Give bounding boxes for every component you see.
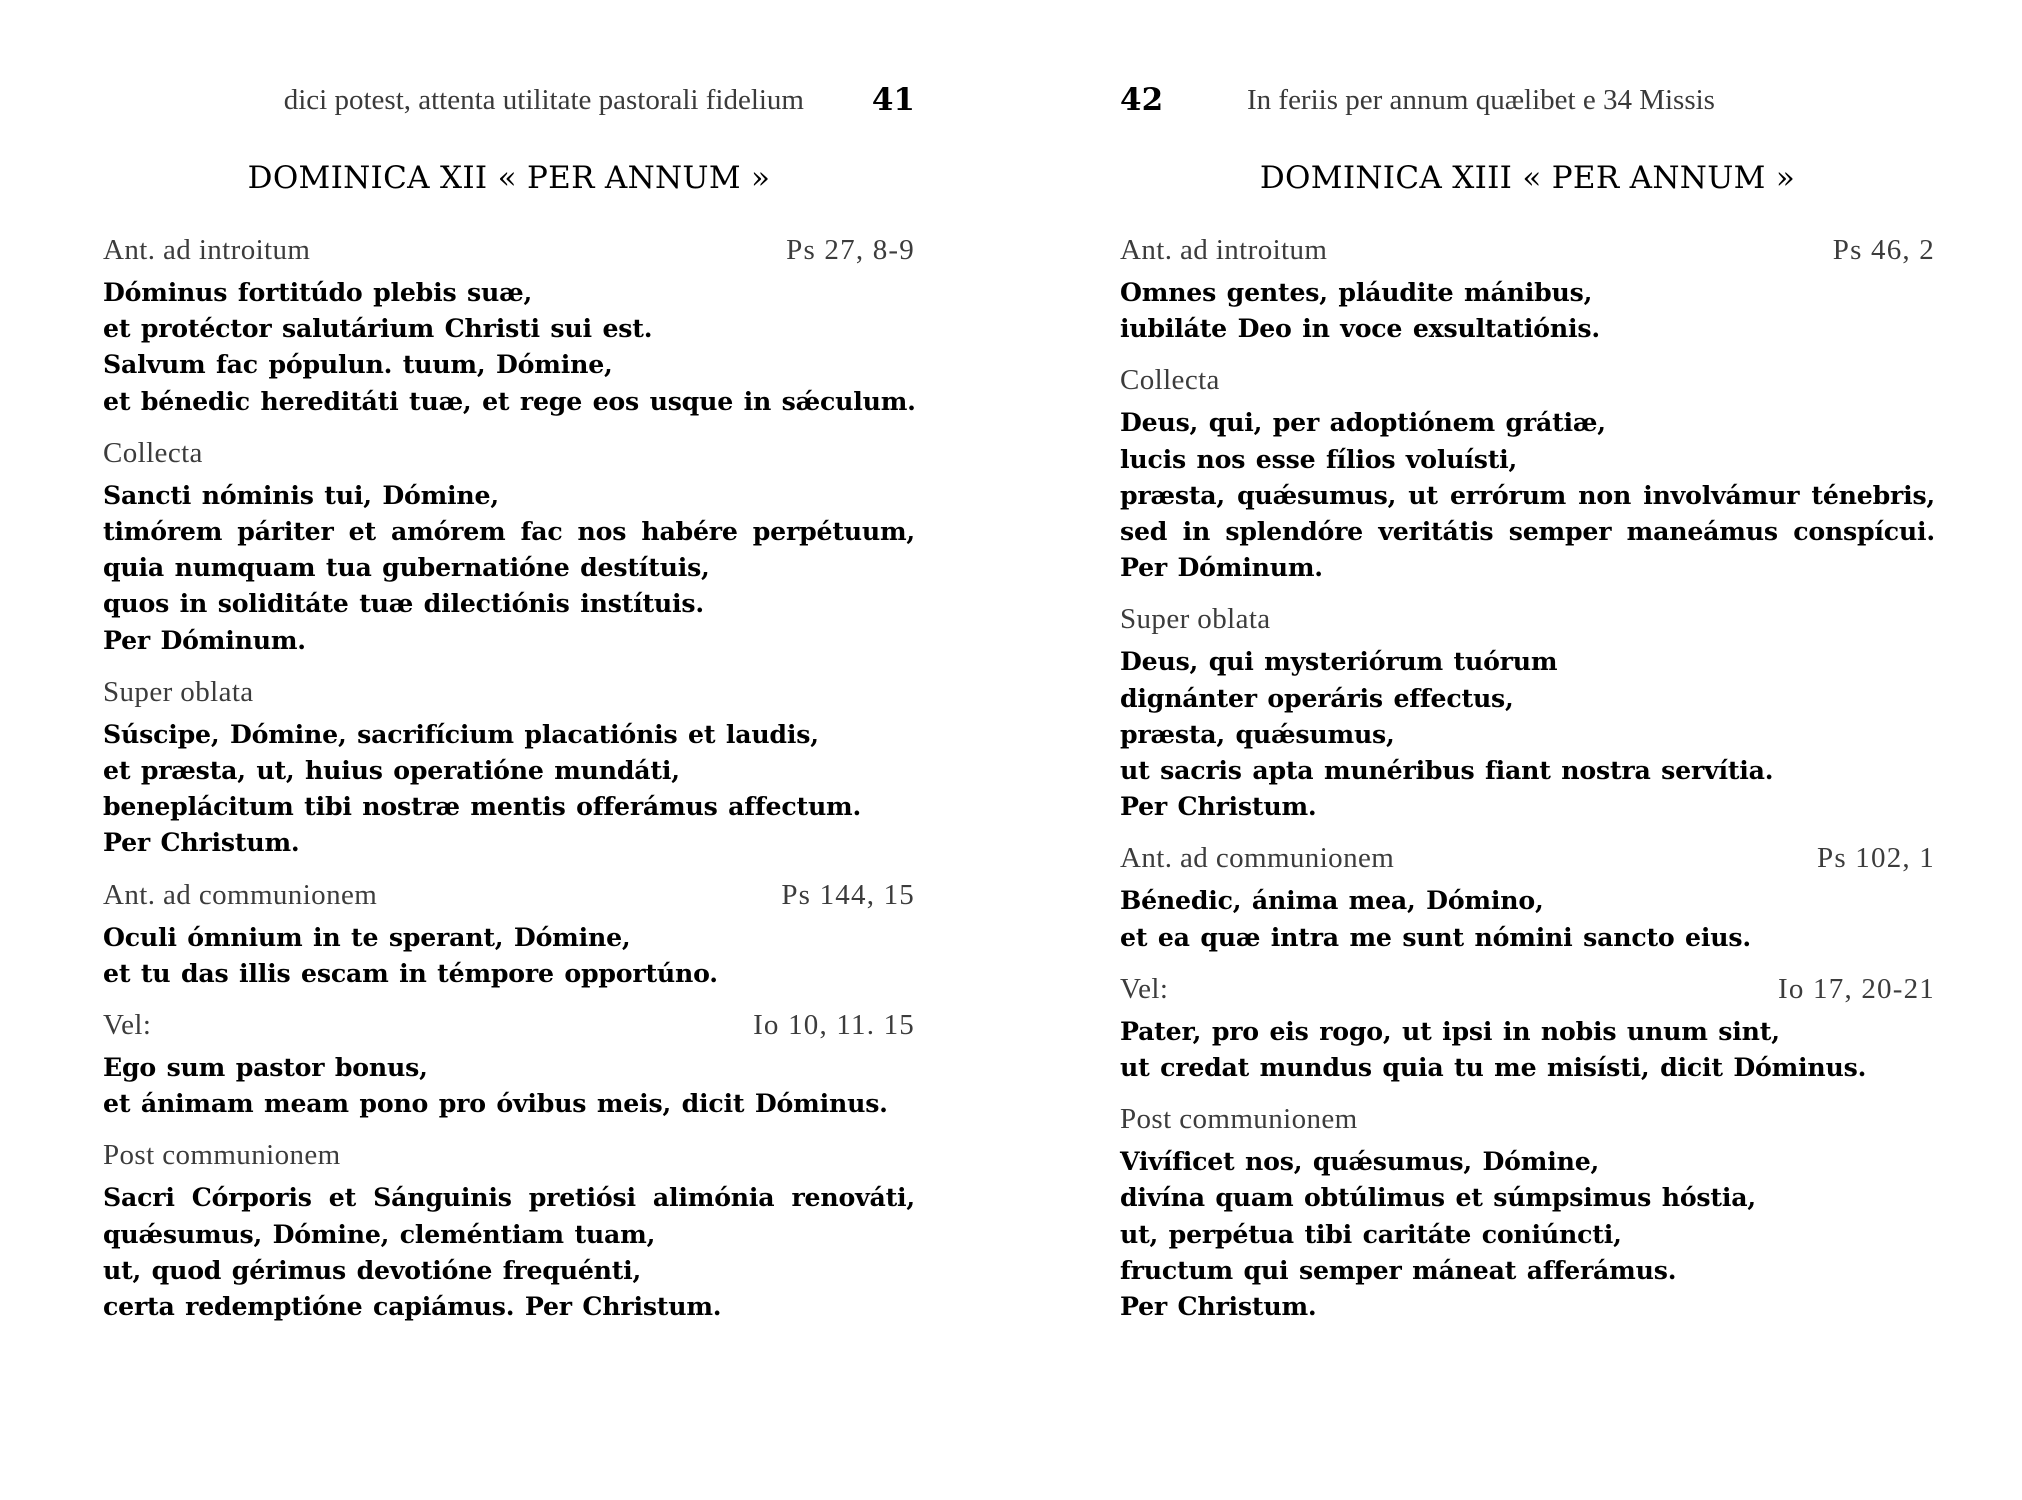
scripture-reference: Ps 144, 15 xyxy=(781,878,915,911)
scripture-reference: Io 17, 20-21 xyxy=(1778,972,1935,1005)
right-page xyxy=(1120,0,1935,1500)
text-line: Vivíficet nos, quǽsumus, Dómine, xyxy=(1120,1146,1600,1177)
section-ant-ad-introitum xyxy=(103,232,915,419)
section-heading xyxy=(103,674,915,710)
text-line: et ea quæ intra me sunt nómini sancto eius. xyxy=(1120,921,1751,952)
page-number: 42 xyxy=(1120,82,1164,118)
prayer-text xyxy=(1120,882,1935,954)
text-line: præsta, quǽsumus, ut errórum non involvámur ténebris, xyxy=(1120,479,1935,510)
text-line: Per Dóminum. xyxy=(103,624,306,655)
text-line: lucis nos esse fílios voluísti, xyxy=(1120,443,1518,474)
section-heading xyxy=(103,232,915,268)
text-line: præsta, quǽsumus, xyxy=(1120,718,1395,749)
section-heading xyxy=(103,877,915,913)
text-line: ut sacris apta munéribus fiant nostra servítia. xyxy=(1120,755,1774,786)
section-vel xyxy=(1120,971,1935,1085)
section-label: Collecta xyxy=(103,436,203,469)
section-label: Vel: xyxy=(103,1009,152,1042)
text-line: Sacri Córporis et Sánguinis pretiósi alimónia renováti, xyxy=(103,1182,915,1213)
section-heading xyxy=(1120,232,1935,268)
prayer-text xyxy=(1120,1013,1935,1085)
section-label: Post communionem xyxy=(1120,1103,1358,1136)
prayer-text xyxy=(1120,643,1935,824)
text-line: Pater, pro eis rogo, ut ipsi in nobis unum sint, xyxy=(1120,1015,1780,1046)
text-line: Salvum fac pópulun. tuum, Dómine, xyxy=(103,349,613,380)
section-post-communionem xyxy=(1120,1101,1935,1324)
text-line: dignánter operáris effectus, xyxy=(1120,682,1514,713)
section-super-oblata xyxy=(1120,601,1935,824)
text-line: et ánimam meam pono pro óvibus meis, dicit Dóminus. xyxy=(103,1088,888,1119)
section-heading xyxy=(1120,971,1935,1007)
scripture-reference: Ps 27, 8-9 xyxy=(786,234,915,266)
text-line: Per Christum. xyxy=(103,827,300,858)
section-heading xyxy=(103,1137,915,1173)
section-label: Super oblata xyxy=(1120,603,1271,636)
section-collecta xyxy=(1120,362,1935,585)
text-line: certa redemptióne capiámus. Per Christum. xyxy=(103,1291,722,1322)
text-line: Omnes gentes, pláudite mánibus, xyxy=(1120,277,1593,307)
day-title: DOMINICA XIII « PER ANNUM » xyxy=(1259,160,1796,196)
text-line: et bénedic hereditáti tuæ, et rege eos usque in sǽculum. xyxy=(103,385,916,416)
running-head xyxy=(103,84,915,128)
section-label: Super oblata xyxy=(103,675,254,708)
scripture-reference: Ps 46, 2 xyxy=(1832,234,1935,266)
section-label: Vel: xyxy=(1120,972,1169,1005)
scripture-reference: Ps 102, 1 xyxy=(1817,842,1935,875)
section-heading xyxy=(1120,601,1935,637)
prayer-sections xyxy=(1120,232,1935,1340)
section-super-oblata xyxy=(103,674,915,861)
prayer-text xyxy=(103,274,915,419)
text-line: quos in soliditáte tuæ dilectiónis instítuis. xyxy=(103,588,704,619)
text-line: sed in splendóre veritátis semper maneámus conspícui. xyxy=(1120,516,1935,547)
section-post-communionem xyxy=(103,1137,915,1324)
section-label: Ant. ad introitum xyxy=(103,234,311,266)
section-ant-ad-communionem xyxy=(1120,840,1935,954)
prayer-text xyxy=(1120,274,1935,346)
text-line: Dóminus fortitúdo plebis suæ, xyxy=(103,277,533,307)
text-line: Súscipe, Dómine, sacrifícium placatiónis et laudis, xyxy=(103,718,819,749)
text-line: et præsta, ut, huius operatióne mundáti, xyxy=(103,755,680,786)
text-line: ut, quod gérimus devotióne frequénti, xyxy=(103,1254,642,1285)
section-collecta xyxy=(103,435,915,658)
text-line: Per Christum. xyxy=(1120,1291,1317,1322)
scripture-reference: Io 10, 11. 15 xyxy=(753,1009,915,1042)
text-line: fructum qui semper máneat afferámus. xyxy=(1120,1254,1677,1285)
text-line: et protéctor salutárium Christi sui est. xyxy=(103,313,653,344)
text-line: ut credat mundus quia tu me misísti, dicit Dóminus. xyxy=(1120,1052,1867,1083)
section-ant-ad-communionem xyxy=(103,877,915,991)
section-heading xyxy=(103,1007,915,1043)
text-line: Per Dóminum. xyxy=(1120,552,1323,583)
text-line: Sancti nóminis tui, Dómine, xyxy=(103,479,499,510)
section-heading xyxy=(1120,840,1935,876)
text-line: et tu das illis escam in témpore opportúno. xyxy=(103,957,718,988)
prayer-text xyxy=(103,477,915,658)
text-line: beneplácitum tibi nostræ mentis offerámus affectum. xyxy=(103,791,862,822)
text-line: quǽsumus, Dómine, cleméntiam tuam, xyxy=(103,1218,656,1249)
text-line: timórem páriter et amórem fac nos habére perpétuum, xyxy=(103,516,915,547)
section-label: Collecta xyxy=(1120,364,1220,397)
text-line: divína quam obtúlimus et súmpsimus hóstia, xyxy=(1120,1182,1756,1213)
section-vel xyxy=(103,1007,915,1121)
prayer-text xyxy=(103,716,915,861)
running-head-text: dici potest, attenta utilitate pastorali fidelium xyxy=(283,84,804,116)
prayer-text xyxy=(1120,404,1935,585)
prayer-text xyxy=(103,1179,915,1324)
prayer-text xyxy=(1120,1143,1935,1324)
section-label: Post communionem xyxy=(103,1139,341,1172)
running-head-text: In feriis per annum quælibet e 34 Missis xyxy=(1247,84,1715,116)
text-line: Deus, qui mysteriórum tuórum xyxy=(1120,646,1558,677)
day-title: DOMINICA XII « PER ANNUM » xyxy=(247,160,771,196)
section-label: Ant. ad communionem xyxy=(1120,842,1395,875)
text-line: Per Christum. xyxy=(1120,791,1317,822)
text-line: ut, perpétua tibi caritáte coniúncti, xyxy=(1120,1218,1622,1249)
prayer-text xyxy=(103,919,915,991)
section-heading xyxy=(1120,1101,1935,1137)
text-line: quia numquam tua gubernatióne destítuis, xyxy=(103,552,710,583)
section-heading xyxy=(103,435,915,471)
section-ant-ad-introitum xyxy=(1120,232,1935,346)
text-line: iubiláte Deo in voce exsultatiónis. xyxy=(1120,313,1600,344)
text-line: Oculi ómnium in te sperant, Dómine, xyxy=(103,921,631,952)
text-line: Ego sum pastor bonus, xyxy=(103,1052,428,1083)
section-label: Ant. ad communionem xyxy=(103,878,378,911)
text-line: Deus, qui, per adoptiónem grátiæ, xyxy=(1120,407,1606,438)
running-head xyxy=(1120,84,1935,128)
page-number: 41 xyxy=(871,82,915,118)
left-page xyxy=(103,0,915,1500)
section-heading xyxy=(1120,362,1935,398)
text-line: Bénedic, ánima mea, Dómino, xyxy=(1120,885,1544,916)
prayer-text xyxy=(103,1049,915,1121)
section-label: Ant. ad introitum xyxy=(1120,234,1328,266)
prayer-sections xyxy=(103,232,915,1340)
